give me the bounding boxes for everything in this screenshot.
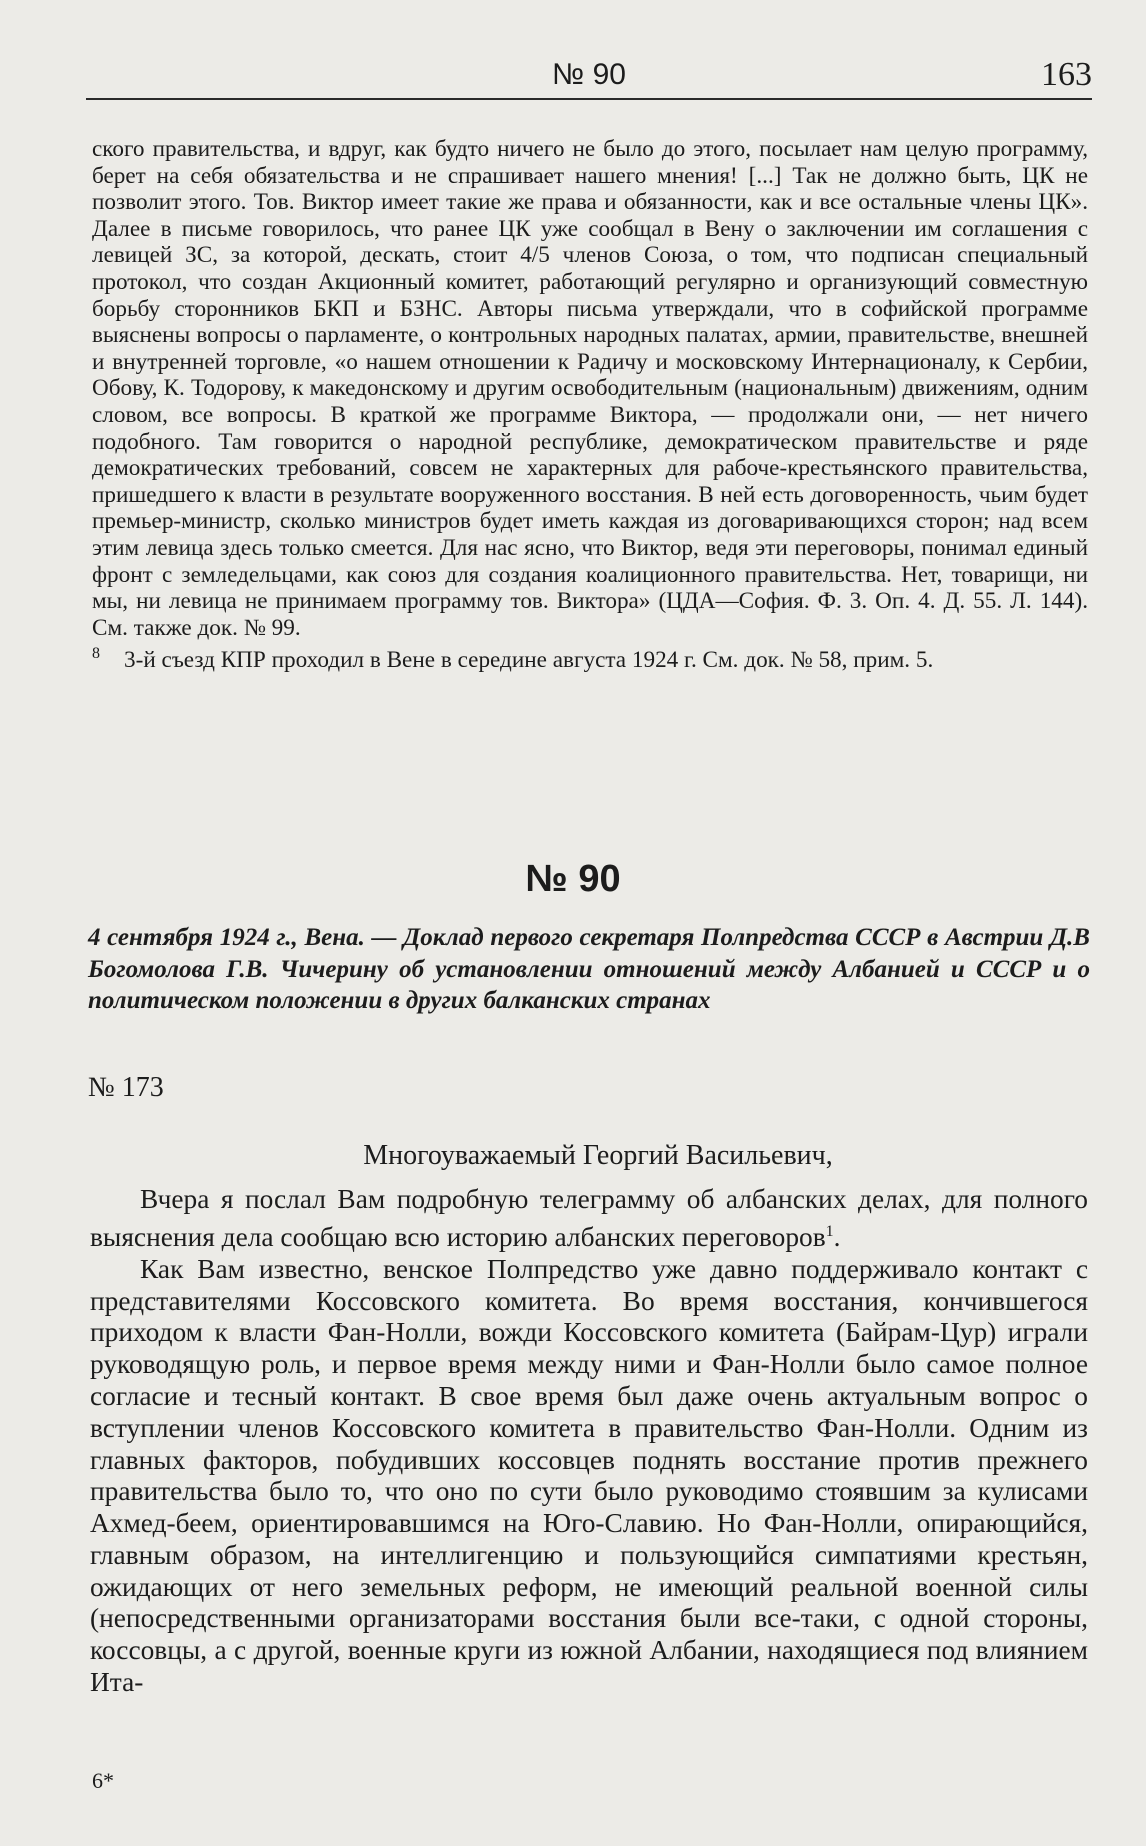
paragraph-1-end: . bbox=[833, 1221, 841, 1252]
document-title: № 90 bbox=[525, 858, 621, 900]
footnotes bbox=[92, 136, 1088, 674]
signature-mark: 6* bbox=[92, 1768, 114, 1793]
paragraph-1 bbox=[90, 1184, 1088, 1254]
footnote-continuation: ского правительства, и вдруг, как будто ничего не было до этого, посылает нам целую программу, берет на себя обязательства и не спрашивает нашего мнения! [...] Так не должно быть, ЦК не позволит этого. Тов. Виктор имеет такие же права и обязанности, как и все остальные члены ЦК». Далее в письме говорилось, что ранее ЦК уже сообщал в Вену о заключении им соглашения с левицей ЗС, за которой, дескать, стоит 4/5 членов Союза, о том, что подписан специальный протокол, что создан Акционный комитет, работающий регулярно и организующий совместную борьбу сторонников БКП и БЗНС. Авторы письма утверждали, что в софийской программе выяснены вопросы о парламенте, о контрольных народных палатах, армии, правительстве, внешней и внутренней торговле, «о нашем отношении к Радичу и московскому Интернационалу, к Сербии, Обову, К. Тодорову, к македонскому и другим освободительным (национальным) движениям, одним словом, все вопросы. В краткой же программе Виктора, — продолжали они, — нет ничего подобного. Там говорится о народной республике, демократическом правительстве и ряде демократических требований, совсем не характерных для рабоче-крестьянского правительства, пришедшего к власти в результате вооруженного восстания. В ней есть договоренность, чьим будет премьер-министр, сколько министров будет иметь каждая из договаривающихся сторон; над всем этим левица здесь только смеется. Для нас ясно, что Виктор, ведя эти переговоры, понимал единый фронт с земледельцами, как союз для создания коалиционного правительства. Нет, товарищи, ни мы, ни левица не принимаем программу тов. Виктора» (ЦДА—София. Ф. 3. Оп. 4. Д. 55. Л. 144). См. также док. № 99. bbox=[92, 136, 1088, 641]
footnote-8 bbox=[92, 647, 1088, 674]
paragraph-1-text: Вчера я послал Вам подробную телеграмму об албанских делах, для полного выяснения дела сообщаю всю историю албанских переговоров bbox=[90, 1184, 1088, 1252]
footnote-ref-1: 1 bbox=[825, 1222, 834, 1240]
page-number: 163 bbox=[1041, 56, 1092, 93]
document-number: № 173 bbox=[88, 1072, 164, 1103]
paragraph-2: Как Вам известно, венское Полпредство уже давно поддерживало контакт с представителями Коссовского комитета. Во время восстания, кончившегося приходом к власти Фан-Нолли, вожди Коссовского комитета (Байрам-Цур) играли руководящую роль, и первое время между ними и Фан-Нолли было самое полное согласие и тесный контакт. В свое время был даже очень актуальным вопрос о вступлении членов Коссовского комитета в правительство Фан-Нолли. Одним из главных факторов, побудивших коссовцев поднять восстание против прежнего правительства было то, что оно по сути было руководимо стоявшим за кулисами Ахмед-беем, ориентировавшимся на Юго-Славию. Но Фан-Нолли, опирающийся, главным образом, на интеллигенцию и пользующийся симпатиями крестьян, ожидающих от него земельных реформ, не имеющий реальной военной силы (непосредственными организаторами восстания были все-таки, с одной стороны, коссовцы, а с другой, военные круги из южной Албании, находящиеся под влиянием Ита- bbox=[90, 1253, 1088, 1698]
document-heading: 4 сентября 1924 г., Вена. — Доклад первого секретаря Полпредства СССР в Австрии Д.В Богомолова Г.В. Чичерину об установлении отношений между Албанией и СССР и о политическом положении в других балканских странах bbox=[88, 924, 1090, 1015]
salutation: Многоуважаемый Георгий Васильевич, bbox=[363, 1140, 833, 1171]
page-header bbox=[86, 52, 1092, 100]
letter-body bbox=[90, 1184, 1088, 1699]
header-doc-number: № 90 bbox=[552, 58, 626, 91]
footnote-8-marker: 8 bbox=[92, 645, 100, 663]
footnote-8-text: 3-й съезд КПР проходил в Вене в середине августа 1924 г. См. док. № 58, прим. 5. bbox=[124, 647, 934, 674]
